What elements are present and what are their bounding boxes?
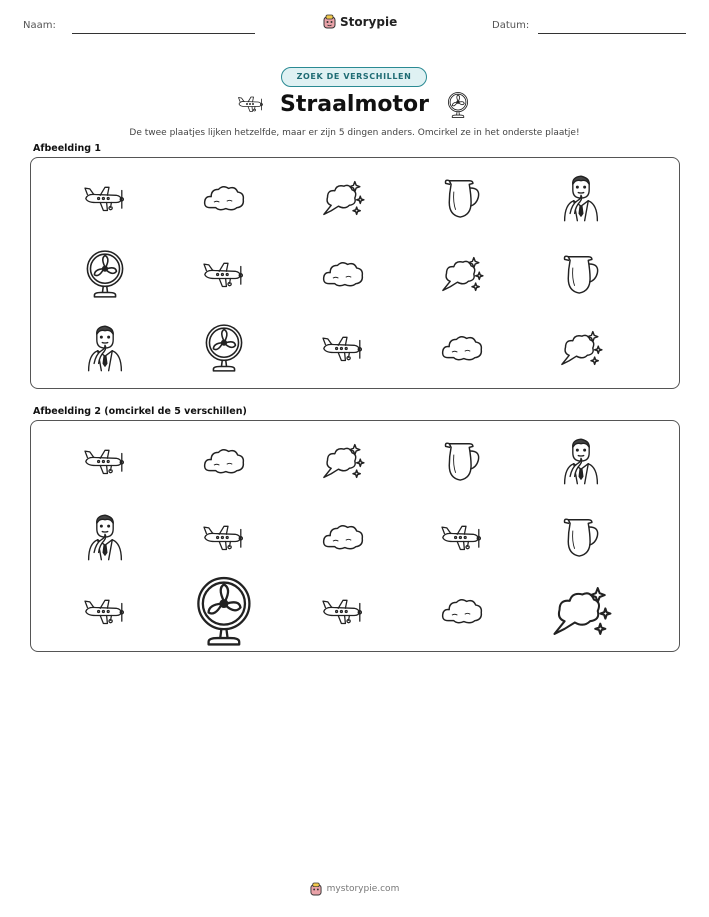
fan-icon[interactable] bbox=[192, 575, 256, 648]
panel-2-label: Afbeelding 2 (omcirkel de 5 verschillen) bbox=[33, 406, 247, 417]
jug-icon[interactable] bbox=[442, 438, 482, 484]
airplane-icon[interactable] bbox=[81, 597, 129, 626]
name-label: Naam: bbox=[23, 20, 56, 31]
airplane-icon[interactable] bbox=[319, 334, 367, 363]
footer bbox=[0, 882, 709, 896]
airplane-icon[interactable] bbox=[200, 523, 248, 552]
airplane-icon[interactable] bbox=[438, 523, 486, 552]
storypie-mascot-icon bbox=[310, 882, 322, 896]
brand-name: Storypie bbox=[340, 14, 398, 29]
fan-icon bbox=[446, 91, 470, 123]
steam-puff-icon[interactable] bbox=[320, 178, 366, 218]
steam-puff-icon[interactable] bbox=[549, 583, 613, 639]
picture-panel-1 bbox=[30, 157, 680, 389]
steam-puff-icon[interactable] bbox=[439, 254, 485, 294]
picture-panel-2 bbox=[30, 420, 680, 652]
storypie-mascot-icon bbox=[323, 14, 336, 29]
cloud-icon[interactable] bbox=[320, 258, 366, 291]
page-title: Straalmotor bbox=[280, 92, 429, 117]
worksheet-type-badge: ZOEK DE VERSCHILLEN bbox=[281, 67, 427, 87]
airplane-icon[interactable] bbox=[319, 597, 367, 626]
thinking-man-icon[interactable] bbox=[561, 173, 601, 223]
panel-1-label: Afbeelding 1 bbox=[33, 143, 101, 154]
fan-icon[interactable] bbox=[83, 249, 127, 299]
thinking-man-icon[interactable] bbox=[561, 436, 601, 486]
fan-icon[interactable] bbox=[202, 323, 246, 373]
airplane-icon[interactable] bbox=[81, 447, 129, 476]
cloud-icon[interactable] bbox=[320, 521, 366, 554]
cloud-icon[interactable] bbox=[201, 445, 247, 478]
thinking-man-icon[interactable] bbox=[85, 323, 125, 373]
steam-puff-icon[interactable] bbox=[320, 441, 366, 481]
airplane-icon[interactable] bbox=[200, 260, 248, 289]
jug-icon[interactable] bbox=[442, 175, 482, 221]
date-field[interactable] bbox=[538, 33, 686, 34]
cloud-icon[interactable] bbox=[439, 332, 485, 365]
name-field[interactable] bbox=[72, 33, 255, 34]
footer-url[interactable]: mystorypie.com bbox=[326, 884, 400, 894]
instructions-text: De twee plaatjes lijken hetzelfde, maar er zijn 5 dingen anders. Omcirkel ze in het onderste plaatje! bbox=[129, 128, 580, 138]
date-label: Datum: bbox=[492, 20, 530, 31]
brand-logo bbox=[323, 14, 397, 29]
steam-puff-icon[interactable] bbox=[558, 328, 604, 368]
jug-icon[interactable] bbox=[561, 514, 601, 560]
jug-icon[interactable] bbox=[561, 251, 601, 297]
thinking-man-icon[interactable] bbox=[85, 512, 125, 562]
cloud-icon[interactable] bbox=[201, 182, 247, 215]
cloud-icon[interactable] bbox=[439, 595, 485, 628]
airplane-icon[interactable] bbox=[81, 184, 129, 213]
